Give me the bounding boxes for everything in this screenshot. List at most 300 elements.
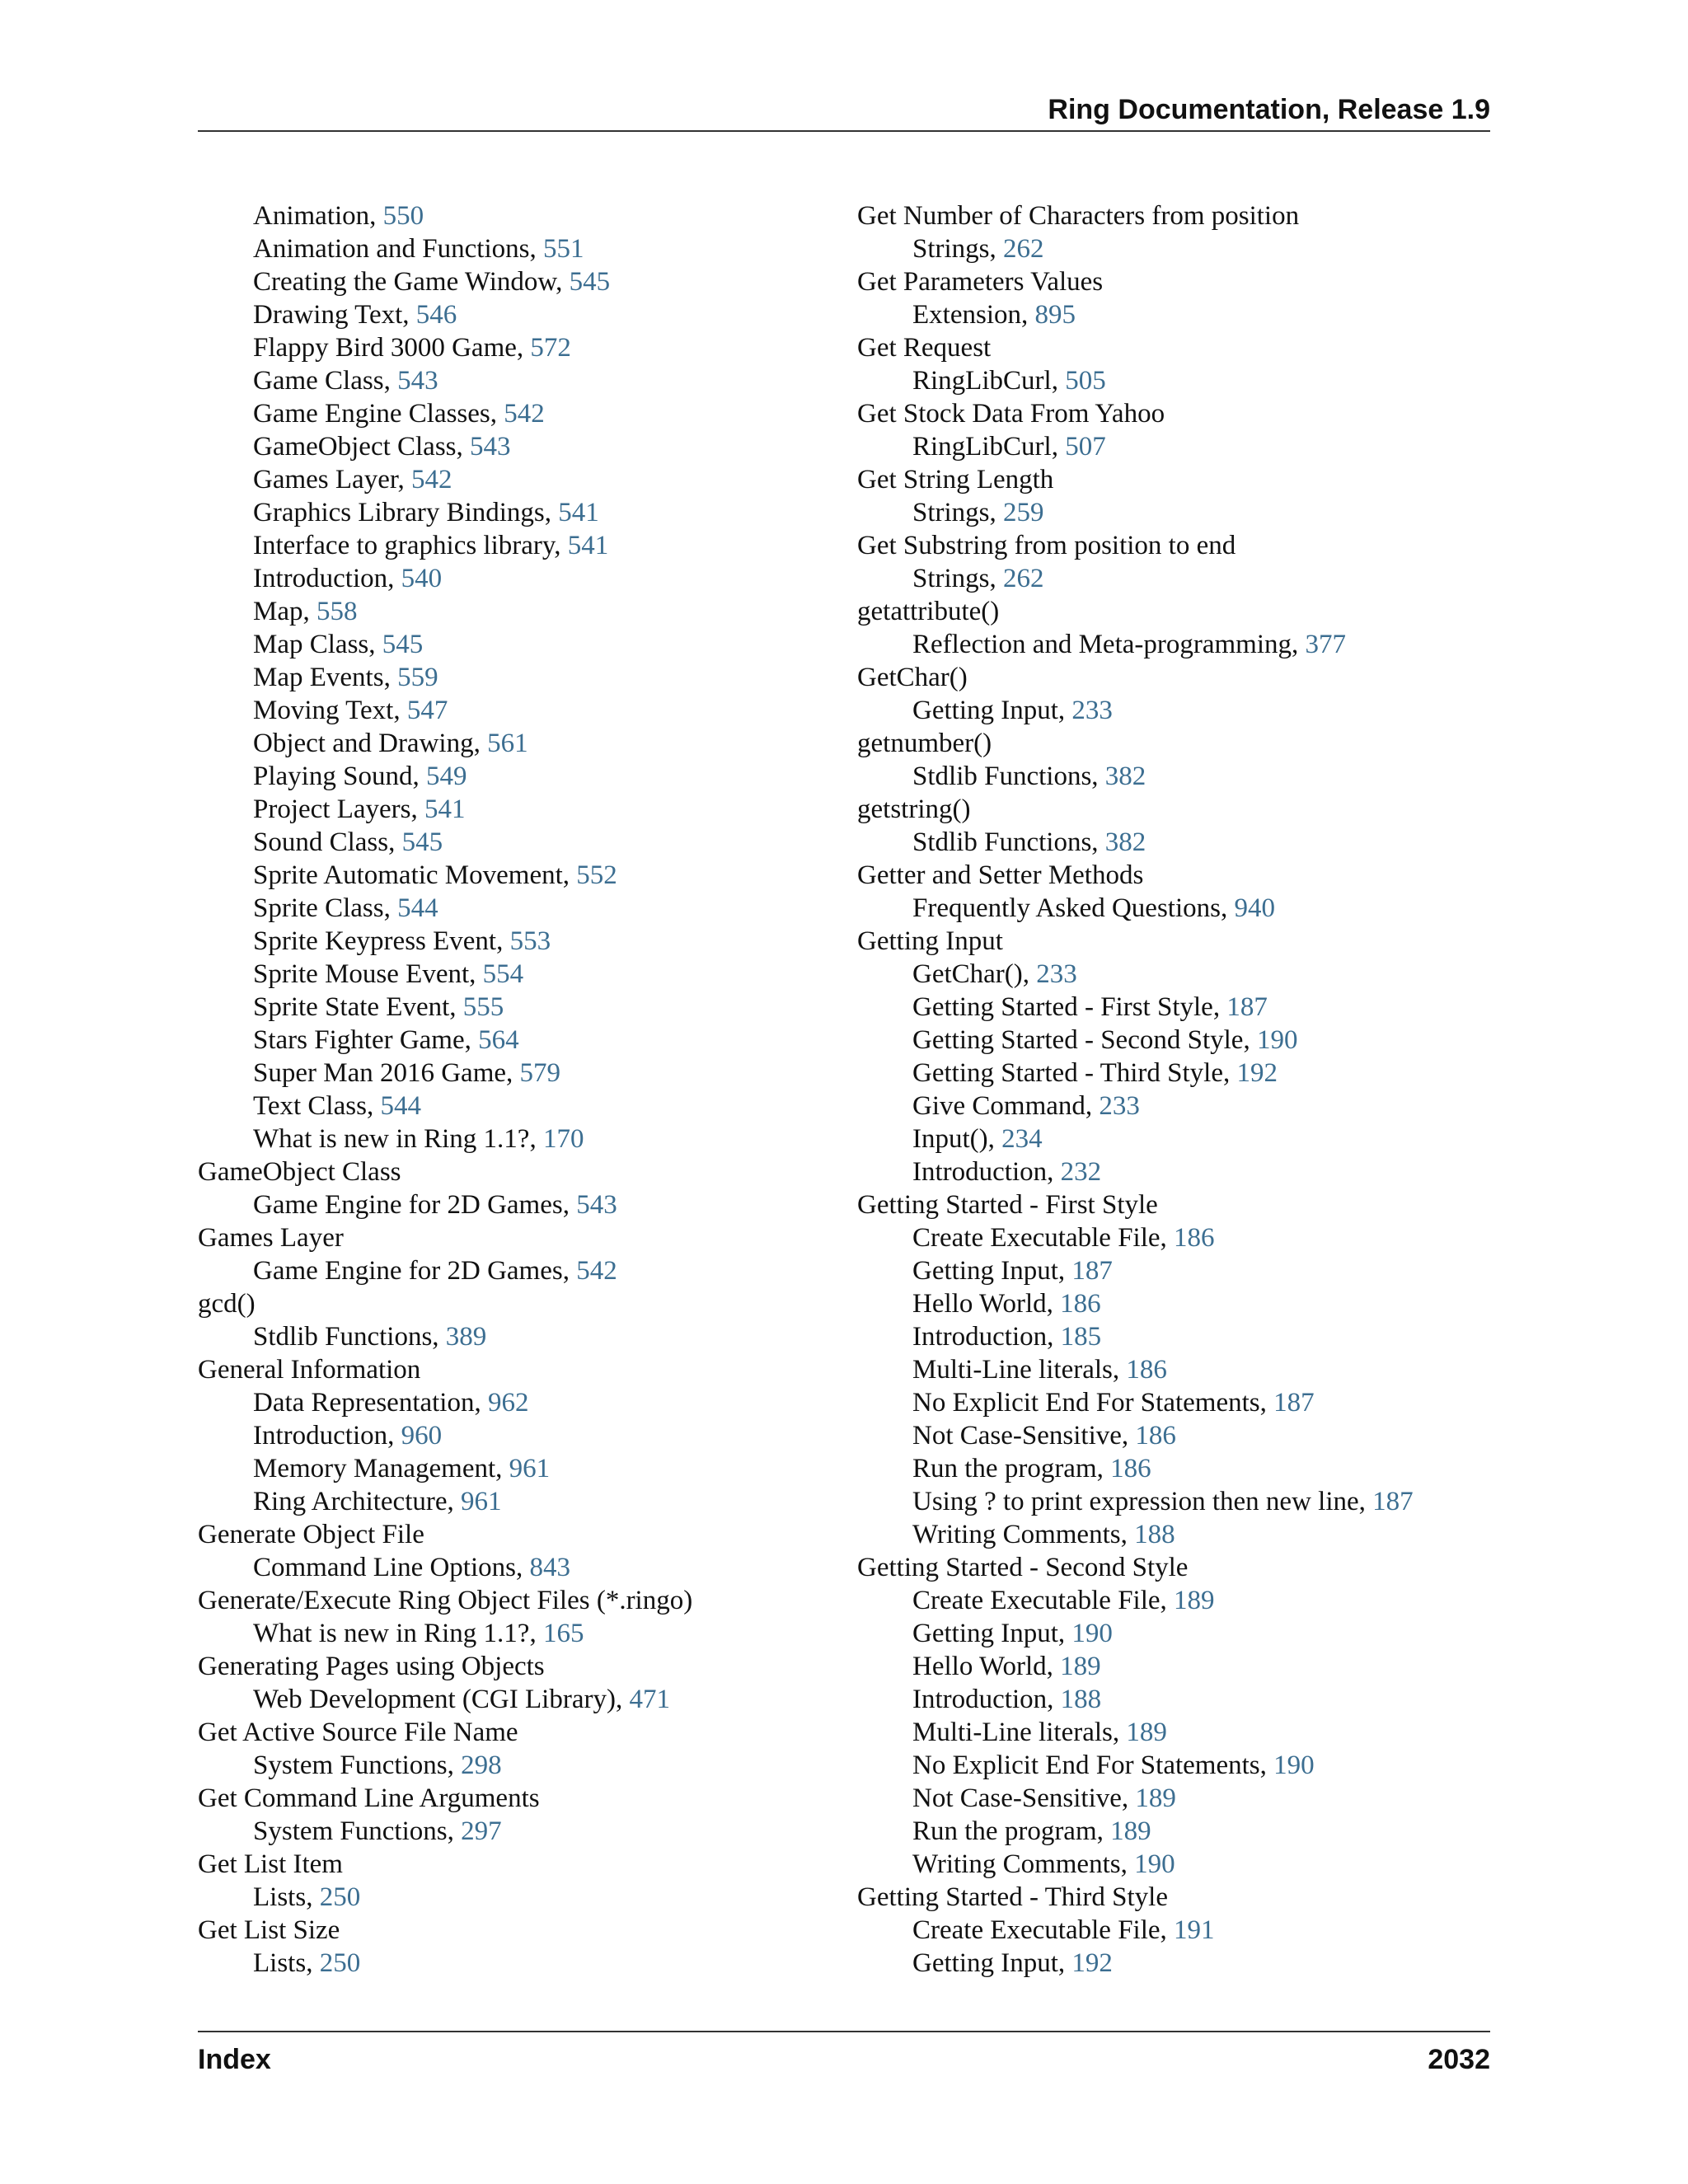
document-title: Ring Documentation, Release 1.9 xyxy=(1048,94,1490,125)
entry-label: Drawing Text xyxy=(253,300,403,330)
entry-label: Get Substring from position to end xyxy=(857,531,1236,560)
index-entry xyxy=(198,1353,857,1386)
entry-label: System Functions xyxy=(253,1750,448,1780)
index-column-right xyxy=(857,199,1517,1980)
index-subentry: Reflection and Meta-programming, 377 xyxy=(912,630,1347,659)
index-subentry: Graphics Library Bindings, 541 xyxy=(253,498,599,527)
entry-label: Sprite Mouse Event xyxy=(253,959,470,989)
entry-label: RingLibCurl xyxy=(912,366,1052,396)
footer-section-name: Index xyxy=(198,2044,271,2075)
index-subentry: Animation, 550 xyxy=(253,201,424,231)
entry-label: Introduction xyxy=(253,564,388,593)
page-link[interactable]: 189 xyxy=(1060,1652,1101,1681)
entry-label: Writing Comments xyxy=(912,1520,1121,1549)
index-subentry: Writing Comments, 190 xyxy=(912,1849,1175,1879)
index-subentry: Memory Management, 961 xyxy=(253,1454,551,1483)
page-link[interactable]: 543 xyxy=(576,1190,617,1220)
index-entry xyxy=(198,1155,857,1188)
index-entry xyxy=(857,595,1517,628)
index-subentry: Game Engine for 2D Games, 543 xyxy=(253,1190,617,1220)
index-subentry: Introduction, 232 xyxy=(912,1157,1102,1187)
entry-label: Create Executable File xyxy=(912,1223,1160,1253)
entry-label: getstring() xyxy=(857,794,971,824)
entry-label: Strings xyxy=(912,564,990,593)
page-link[interactable]: 550 xyxy=(382,201,424,231)
index-subentry: RingLibCurl, 507 xyxy=(912,432,1106,462)
index-entry xyxy=(857,727,1517,760)
entry-label: General Information xyxy=(198,1355,421,1385)
index-subentry: Strings, 259 xyxy=(912,498,1044,527)
index-subentry: Stars Fighter Game, 564 xyxy=(253,1025,519,1055)
page-link[interactable]: 552 xyxy=(576,860,617,890)
index-subentry: System Functions, 298 xyxy=(253,1750,502,1780)
entry-label: Getting Started - First Style xyxy=(912,992,1213,1022)
page-link[interactable]: 940 xyxy=(1234,893,1275,923)
entry-label: Getting Input xyxy=(912,1948,1058,1978)
entry-label: Give Command xyxy=(912,1091,1085,1121)
index-subentry: Multi-Line literals, 189 xyxy=(912,1718,1167,1747)
entry-label: Game Engine Classes xyxy=(253,399,490,429)
index-subentry: Using ? to print expression then new line, 187 xyxy=(912,1487,1414,1516)
index-entry xyxy=(857,1188,1517,1221)
index-subentry: Getting Input, 187 xyxy=(912,1256,1113,1286)
page-link[interactable]: 262 xyxy=(1003,234,1044,264)
page-link[interactable]: 471 xyxy=(629,1685,670,1714)
entry-label: Getter and Setter Methods xyxy=(857,860,1144,890)
entry-label: Interface to graphics library xyxy=(253,531,555,560)
index-subentry: Extension, 895 xyxy=(912,300,1076,330)
entry-label: Getting Input xyxy=(857,926,1003,956)
index-subentry: Sprite Mouse Event, 554 xyxy=(253,959,524,989)
page-link[interactable]: 192 xyxy=(1236,1058,1278,1088)
entry-label: What is new in Ring 1.1? xyxy=(253,1619,530,1648)
entry-label: Hello World xyxy=(912,1289,1047,1319)
index-entry xyxy=(857,793,1517,826)
page-link[interactable]: 555 xyxy=(462,992,504,1022)
entry-label: Object and Drawing xyxy=(253,729,474,758)
entry-label: Run the program xyxy=(912,1454,1097,1483)
entry-label: Strings xyxy=(912,234,990,264)
index-subentry: Data Representation, 962 xyxy=(253,1388,529,1418)
index-subentry: Web Development (CGI Library), 471 xyxy=(253,1685,670,1714)
index-subentry: Games Layer, 542 xyxy=(253,465,452,494)
page-header xyxy=(198,91,1490,132)
index-entry xyxy=(198,1584,857,1617)
index-subentry: GameObject Class, 543 xyxy=(253,432,511,462)
page-link[interactable]: 554 xyxy=(482,959,524,989)
index-subentry: Getting Started - Second Style, 190 xyxy=(912,1025,1298,1055)
index-entry xyxy=(198,1848,857,1881)
entry-label: Get List Item xyxy=(198,1849,343,1879)
page-link[interactable]: 297 xyxy=(461,1816,502,1846)
entry-label: No Explicit End For Statements xyxy=(912,1388,1260,1418)
index-subentry: Stdlib Functions, 382 xyxy=(912,827,1146,857)
index-subentry: Strings, 262 xyxy=(912,564,1044,593)
page-link[interactable]: 843 xyxy=(529,1553,570,1582)
entry-label: Map Events xyxy=(253,663,384,692)
entry-label: Data Representation xyxy=(253,1388,475,1418)
entry-label: Memory Management xyxy=(253,1454,496,1483)
index-subentry: Game Engine for 2D Games, 542 xyxy=(253,1256,617,1286)
entry-label: Introduction xyxy=(912,1322,1048,1352)
index-subentry: Project Layers, 541 xyxy=(253,794,466,824)
index-entry xyxy=(198,1716,857,1749)
page-link[interactable]: 189 xyxy=(1135,1783,1176,1813)
entry-label: getnumber() xyxy=(857,729,992,758)
entry-label: Stdlib Functions xyxy=(912,762,1092,791)
page-link[interactable]: 188 xyxy=(1134,1520,1175,1549)
page-link[interactable]: 187 xyxy=(1372,1487,1414,1516)
entry-label: Generate Object File xyxy=(198,1520,424,1549)
index-entry xyxy=(857,529,1517,562)
page-link[interactable]: 553 xyxy=(509,926,551,956)
entry-label: What is new in Ring 1.1? xyxy=(253,1124,530,1154)
entry-label: Get Command Line Arguments xyxy=(198,1783,540,1813)
entry-label: Get Stock Data From Yahoo xyxy=(857,399,1165,429)
index-subentry: Ring Architecture, 961 xyxy=(253,1487,502,1516)
index-subentry: GetChar(), 233 xyxy=(912,959,1077,989)
page-link[interactable]: 165 xyxy=(542,1619,584,1648)
page-link[interactable]: 960 xyxy=(401,1421,443,1451)
entry-label: Command Line Options xyxy=(253,1553,516,1582)
index-subentry: Moving Text, 547 xyxy=(253,696,448,725)
index-subentry: Create Executable File, 189 xyxy=(912,1586,1215,1615)
entry-label: Generate/Execute Ring Object Files (*.ringo) xyxy=(198,1586,693,1615)
index-subentry: Sprite Class, 544 xyxy=(253,893,438,923)
index-entry xyxy=(198,1287,857,1320)
entry-label: getattribute() xyxy=(857,597,1000,626)
index-subentry: Flappy Bird 3000 Game, 572 xyxy=(253,333,571,363)
entry-label: Super Man 2016 Game xyxy=(253,1058,507,1088)
index-entry xyxy=(857,1881,1517,1914)
entry-label: Getting Started - First Style xyxy=(857,1190,1158,1220)
entry-label: Get String Length xyxy=(857,465,1054,494)
index-subentry: Introduction, 185 xyxy=(912,1322,1102,1352)
index-subentry: Introduction, 540 xyxy=(253,564,443,593)
index-entry xyxy=(857,199,1517,232)
page-link[interactable]: 170 xyxy=(542,1124,584,1154)
entry-label: GetChar() xyxy=(912,959,1023,989)
index-subentry: System Functions, 297 xyxy=(253,1816,502,1846)
entry-label: Moving Text xyxy=(253,696,394,725)
page-link[interactable]: 559 xyxy=(397,663,438,692)
page-link[interactable]: 542 xyxy=(576,1256,617,1286)
page-link[interactable]: 961 xyxy=(509,1454,551,1483)
index-entry xyxy=(198,1914,857,1947)
page-link[interactable]: 382 xyxy=(1104,762,1146,791)
index-subentry: Run the program, 186 xyxy=(912,1454,1151,1483)
page-link[interactable]: 547 xyxy=(406,696,448,725)
entry-label: Introduction xyxy=(253,1421,388,1451)
index-subentry: Creating the Game Window, 545 xyxy=(253,267,611,297)
page-link[interactable]: 185 xyxy=(1060,1322,1102,1352)
index-subentry: Map Events, 559 xyxy=(253,663,438,692)
index-subentry: Game Class, 543 xyxy=(253,366,438,396)
entry-label: Input() xyxy=(912,1124,988,1154)
entry-label: Animation xyxy=(253,201,370,231)
page-link[interactable]: 233 xyxy=(1099,1091,1140,1121)
entry-label: Hello World xyxy=(912,1652,1047,1681)
index-subentry: Multi-Line literals, 186 xyxy=(912,1355,1167,1385)
entry-label: Multi-Line literals xyxy=(912,1718,1113,1747)
index-entry xyxy=(857,859,1517,892)
page-link[interactable]: 234 xyxy=(1001,1124,1043,1154)
entry-label: Sprite Automatic Movement xyxy=(253,860,563,890)
entry-label: System Functions xyxy=(253,1816,448,1846)
page-link[interactable]: 895 xyxy=(1034,300,1076,330)
page-link[interactable]: 382 xyxy=(1104,827,1146,857)
index-column-left xyxy=(198,199,857,1980)
entry-label: Using ? to print expression then new line xyxy=(912,1487,1359,1516)
index-subentry: Hello World, 186 xyxy=(912,1289,1101,1319)
index-subentry: Writing Comments, 188 xyxy=(912,1520,1175,1549)
index-subentry: Lists, 250 xyxy=(253,1882,361,1912)
page-link[interactable]: 190 xyxy=(1134,1849,1175,1879)
entry-label: Strings xyxy=(912,498,990,527)
entry-label: Animation and Functions xyxy=(253,234,530,264)
entry-label: Getting Input xyxy=(912,696,1058,725)
page-link[interactable]: 187 xyxy=(1226,992,1268,1022)
index-subentry: Getting Input, 190 xyxy=(912,1619,1113,1648)
index-subentry: Drawing Text, 546 xyxy=(253,300,457,330)
page-link[interactable]: 543 xyxy=(397,366,438,396)
page-link[interactable]: 543 xyxy=(470,432,511,462)
entry-label: Map xyxy=(253,597,303,626)
index-subentry: Getting Input, 233 xyxy=(912,696,1113,725)
entry-label: Lists xyxy=(253,1948,307,1978)
entry-label: Game Engine for 2D Games xyxy=(253,1256,563,1286)
page-link[interactable]: 233 xyxy=(1036,959,1077,989)
entry-label: Stdlib Functions xyxy=(253,1322,433,1352)
page-link[interactable]: 233 xyxy=(1071,696,1113,725)
entry-label: Introduction xyxy=(912,1157,1048,1187)
index-subentry: Sprite Automatic Movement, 552 xyxy=(253,860,617,890)
entry-label: Reflection and Meta-programming xyxy=(912,630,1292,659)
index-entry xyxy=(857,265,1517,298)
page-link[interactable]: 542 xyxy=(411,465,452,494)
index-subentry: Sprite Keypress Event, 553 xyxy=(253,926,551,956)
index-subentry: Game Engine Classes, 542 xyxy=(253,399,545,429)
page-link[interactable]: 262 xyxy=(1003,564,1044,593)
entry-label: Game Engine for 2D Games xyxy=(253,1190,563,1220)
entry-label: Project Layers xyxy=(253,794,411,824)
page-link[interactable]: 190 xyxy=(1071,1619,1113,1648)
entry-label: Creating the Game Window xyxy=(253,267,556,297)
entry-label: Getting Started - Second Style xyxy=(857,1553,1189,1582)
page-number: 2032 xyxy=(1428,2044,1490,2075)
entry-label: Map Class xyxy=(253,630,369,659)
page-link[interactable]: 377 xyxy=(1305,630,1347,659)
index-subentry: Command Line Options, 843 xyxy=(253,1553,570,1582)
entry-label: Games Layer xyxy=(253,465,398,494)
page-link[interactable]: 186 xyxy=(1060,1289,1101,1319)
page-link[interactable]: 545 xyxy=(569,267,611,297)
index-subentry: Run the program, 189 xyxy=(912,1816,1151,1846)
index-entry xyxy=(857,661,1517,694)
page-link[interactable]: 188 xyxy=(1060,1685,1102,1714)
page-link[interactable]: 558 xyxy=(316,597,358,626)
index-subentry: Lists, 250 xyxy=(253,1948,361,1978)
entry-label: Getting Input xyxy=(912,1619,1058,1648)
page-link[interactable]: 250 xyxy=(319,1882,361,1912)
entry-label: No Explicit End For Statements xyxy=(912,1750,1260,1780)
page-link[interactable]: 962 xyxy=(487,1388,529,1418)
page-link[interactable]: 232 xyxy=(1060,1157,1102,1187)
index-subentry: Introduction, 960 xyxy=(253,1421,443,1451)
entry-label: Stdlib Functions xyxy=(912,827,1092,857)
page-link[interactable]: 540 xyxy=(401,564,443,593)
entry-label: Sprite State Event xyxy=(253,992,450,1022)
index-subentry: Sound Class, 545 xyxy=(253,827,443,857)
index-subentry: Give Command, 233 xyxy=(912,1091,1140,1121)
index-subentry: Object and Drawing, 561 xyxy=(253,729,528,758)
index-subentry: RingLibCurl, 505 xyxy=(912,366,1106,396)
entry-label: Not Case-Sensitive xyxy=(912,1783,1122,1813)
index-subentry: Not Case-Sensitive, 189 xyxy=(912,1783,1176,1813)
entry-label: Getting Input xyxy=(912,1256,1058,1286)
entry-label: GetChar() xyxy=(857,663,968,692)
page-link[interactable]: 187 xyxy=(1273,1388,1315,1418)
index-entry xyxy=(198,1221,857,1254)
page-link[interactable]: 189 xyxy=(1174,1586,1215,1615)
page-link[interactable]: 561 xyxy=(487,729,528,758)
index-entry xyxy=(857,925,1517,958)
entry-label: Get Active Source File Name xyxy=(198,1718,518,1747)
entry-label: Frequently Asked Questions xyxy=(912,893,1221,923)
entry-label: Not Case-Sensitive xyxy=(912,1421,1122,1451)
entry-label: Introduction xyxy=(912,1685,1048,1714)
page-link[interactable]: 250 xyxy=(319,1948,361,1978)
entry-label: GameObject Class xyxy=(198,1157,401,1187)
entry-label: Getting Started - Third Style xyxy=(857,1882,1169,1912)
entry-label: Getting Started - Second Style xyxy=(912,1025,1244,1055)
page-link[interactable]: 961 xyxy=(461,1487,502,1516)
entry-label: Get Number of Characters from position xyxy=(857,201,1300,231)
index-subentry: Hello World, 189 xyxy=(912,1652,1101,1681)
page-link[interactable]: 191 xyxy=(1174,1915,1215,1945)
index-entry xyxy=(857,397,1517,430)
index-subentry: Map Class, 545 xyxy=(253,630,424,659)
entry-label: Get Request xyxy=(857,333,992,363)
entry-label: Generating Pages using Objects xyxy=(198,1652,545,1681)
index-subentry: Getting Started - First Style, 187 xyxy=(912,992,1268,1022)
index-entry xyxy=(857,463,1517,496)
page-link[interactable]: 298 xyxy=(461,1750,502,1780)
index-subentry: No Explicit End For Statements, 187 xyxy=(912,1388,1315,1418)
page-link[interactable]: 259 xyxy=(1003,498,1044,527)
page-link[interactable]: 186 xyxy=(1174,1223,1215,1253)
entry-label: Run the program xyxy=(912,1816,1097,1846)
page-link[interactable]: 192 xyxy=(1071,1948,1113,1978)
page-footer xyxy=(198,2031,1490,2075)
entry-label: Get Parameters Values xyxy=(857,267,1104,297)
entry-label: Writing Comments xyxy=(912,1849,1121,1879)
entry-label: Lists xyxy=(253,1882,307,1912)
page-link[interactable]: 564 xyxy=(478,1025,519,1055)
page-link[interactable]: 186 xyxy=(1126,1355,1167,1385)
entry-label: Create Executable File xyxy=(912,1586,1160,1615)
index-subentry: Introduction, 188 xyxy=(912,1685,1102,1714)
page-link[interactable]: 545 xyxy=(382,630,424,659)
entry-label: Text Class xyxy=(253,1091,367,1121)
page-link[interactable]: 507 xyxy=(1065,432,1106,462)
index-subentry: Strings, 262 xyxy=(912,234,1044,264)
page-link[interactable]: 542 xyxy=(504,399,545,429)
page-link[interactable]: 186 xyxy=(1135,1421,1176,1451)
page-link[interactable]: 187 xyxy=(1071,1256,1113,1286)
entry-label: Stars Fighter Game xyxy=(253,1025,465,1055)
entry-label: Create Executable File xyxy=(912,1915,1160,1945)
index-subentry: Create Executable File, 186 xyxy=(912,1223,1215,1253)
index-subentry: Playing Sound, 549 xyxy=(253,762,467,791)
index-subentry: Animation and Functions, 551 xyxy=(253,234,584,264)
page-link[interactable]: 541 xyxy=(567,531,609,560)
entry-label: Sprite Class xyxy=(253,893,384,923)
page-link[interactable]: 544 xyxy=(397,893,438,923)
page-link[interactable]: 549 xyxy=(425,762,467,791)
page-link[interactable]: 189 xyxy=(1110,1816,1151,1846)
index-subentry: No Explicit End For Statements, 190 xyxy=(912,1750,1315,1780)
page-link[interactable]: 551 xyxy=(542,234,584,264)
index-subentry: Create Executable File, 191 xyxy=(912,1915,1215,1945)
index-subentry: Not Case-Sensitive, 186 xyxy=(912,1421,1176,1451)
entry-label: Get List Size xyxy=(198,1915,340,1945)
page-link[interactable]: 546 xyxy=(415,300,457,330)
index-subentry: Super Man 2016 Game, 579 xyxy=(253,1058,561,1088)
index-subentry: Sprite State Event, 555 xyxy=(253,992,504,1022)
index-subentry: Getting Started - Third Style, 192 xyxy=(912,1058,1278,1088)
page-link[interactable]: 190 xyxy=(1256,1025,1298,1055)
page-link[interactable]: 189 xyxy=(1126,1718,1167,1747)
index-subentry: Getting Input, 192 xyxy=(912,1948,1113,1978)
page-link[interactable]: 541 xyxy=(424,794,466,824)
entry-label: Extension xyxy=(912,300,1021,330)
entry-label: Multi-Line literals xyxy=(912,1355,1113,1385)
page-link[interactable]: 186 xyxy=(1110,1454,1151,1483)
index-entry xyxy=(198,1518,857,1551)
entry-label: Graphics Library Bindings xyxy=(253,498,545,527)
entry-label: Flappy Bird 3000 Game xyxy=(253,333,517,363)
entry-label: Game Class xyxy=(253,366,384,396)
index-entry xyxy=(198,1650,857,1683)
entry-label: Web Development (CGI Library) xyxy=(253,1685,616,1714)
entry-label: Ring Architecture xyxy=(253,1487,448,1516)
entry-label: gcd() xyxy=(198,1289,256,1319)
page-link[interactable]: 572 xyxy=(530,333,571,363)
entry-label: Sound Class xyxy=(253,827,389,857)
index-entry xyxy=(198,1782,857,1815)
index-entry xyxy=(857,331,1517,364)
entry-label: RingLibCurl xyxy=(912,432,1052,462)
page-link[interactable]: 544 xyxy=(380,1091,421,1121)
index-subentry: Frequently Asked Questions, 940 xyxy=(912,893,1275,923)
entry-label: Getting Started - Third Style xyxy=(912,1058,1224,1088)
page-link[interactable]: 389 xyxy=(445,1322,487,1352)
page-link[interactable]: 541 xyxy=(558,498,599,527)
entry-label: Games Layer xyxy=(198,1223,344,1253)
index-subentry: Interface to graphics library, 541 xyxy=(253,531,609,560)
page-link[interactable]: 579 xyxy=(519,1058,561,1088)
entry-label: Sprite Keypress Event xyxy=(253,926,497,956)
page-link[interactable]: 545 xyxy=(401,827,443,857)
page-link[interactable]: 190 xyxy=(1273,1750,1315,1780)
index-subentry: What is new in Ring 1.1?, 170 xyxy=(253,1124,584,1154)
index-subentry: Stdlib Functions, 389 xyxy=(253,1322,487,1352)
entry-label: Playing Sound xyxy=(253,762,413,791)
index-entry xyxy=(857,1551,1517,1584)
entry-label: GameObject Class xyxy=(253,432,457,462)
page-link[interactable]: 505 xyxy=(1065,366,1106,396)
